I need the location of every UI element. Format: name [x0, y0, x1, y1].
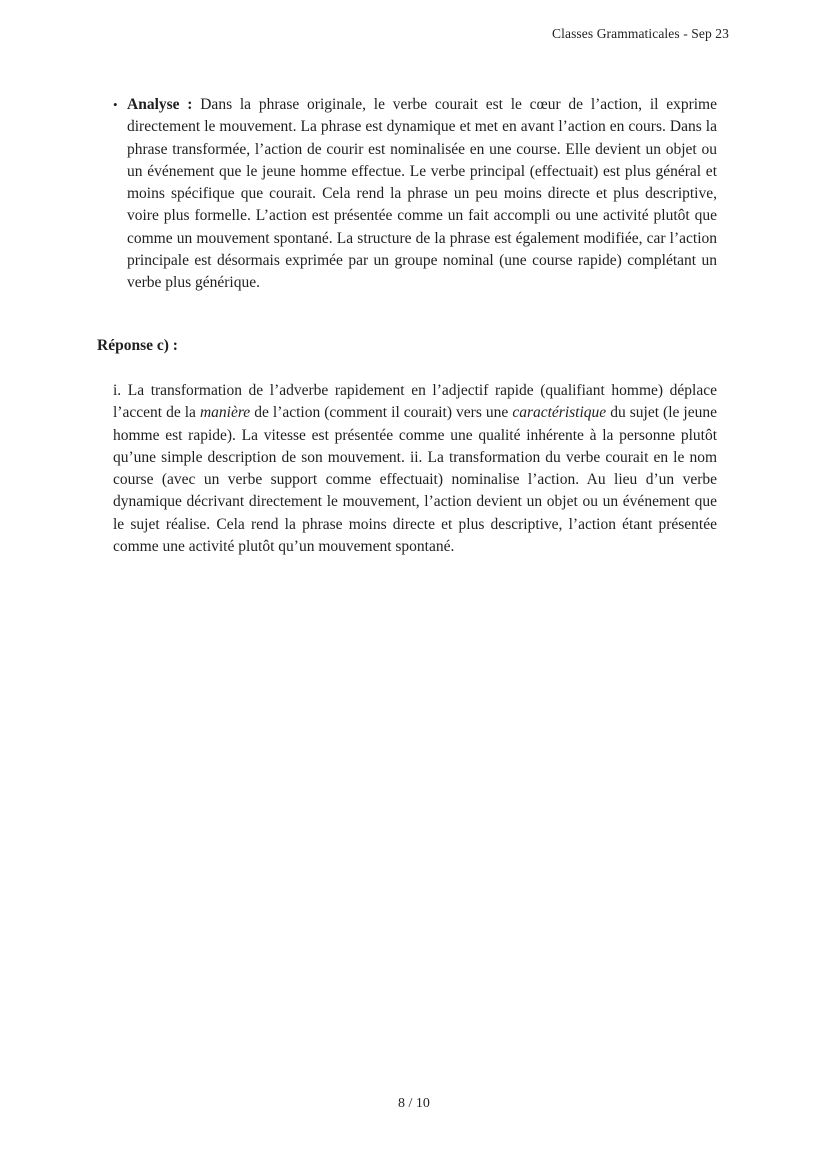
text-segment: du sujet (le jeune homme est rapide). La vitesse est présentée comme une qualité inhérente à la personne plutôt qu’une simple description de son mouvement. ii. La transformation du verbe courait en le nom course (avec un verbe support comme effectuait) nominalise l’action. Au lieu d’un verbe dynamique décrivant directement le mouvement, l’action devient un objet ou un événement que le sujet réalise. Cela rend la phrase moins directe et plus descriptive, l’action étant présentée comme une activité plutôt qu’un mouvement spontané. — [113, 404, 717, 556]
answer-paragraph — [113, 380, 717, 558]
reponse-heading: Réponse c) : — [97, 336, 178, 354]
page-number: 8 / 10 — [398, 1096, 430, 1111]
analyse-paragraph — [127, 94, 717, 295]
text-segment: Analyse : — [127, 96, 193, 113]
list-item — [113, 94, 717, 295]
text-segment: manière — [199, 404, 251, 422]
text-segment: de l’action (comment il courait) vers une — [250, 404, 513, 422]
page-header: Classes Grammaticales - Sep 23 — [552, 26, 729, 41]
text-segment: caractéristique — [512, 404, 607, 422]
bullet-icon: • — [113, 97, 118, 112]
document-body — [97, 94, 717, 558]
text-segment: i. La transformation de l’adverbe rapidement en l’adjectif rapide (qualifiant homme) déplace l’accent de la — [113, 381, 717, 422]
text-segment: Dans la phrase originale, le verbe courait est le cœur de l’action, il exprime directement le mouvement. La phrase est dynamique et met en avant l’action en cours. Dans la phrase transformée, l’action de courir est nominalisée en une course. Elle devient un objet ou un événement que le jeune homme effectue. Le verbe principal (effectuait) est plus général et moins spécifique que courait. Cela rend la phrase un peu moins directe et plus descriptive, voire plus formelle. L’action est présentée comme un fait accompli ou une activité plutôt que comme un mouvement spontané. La structure de la phrase est également modifiée, car l’action principale est désormais exprimée par un groupe nominal (une course rapide) complétant un verbe plus générique. — [127, 96, 717, 292]
